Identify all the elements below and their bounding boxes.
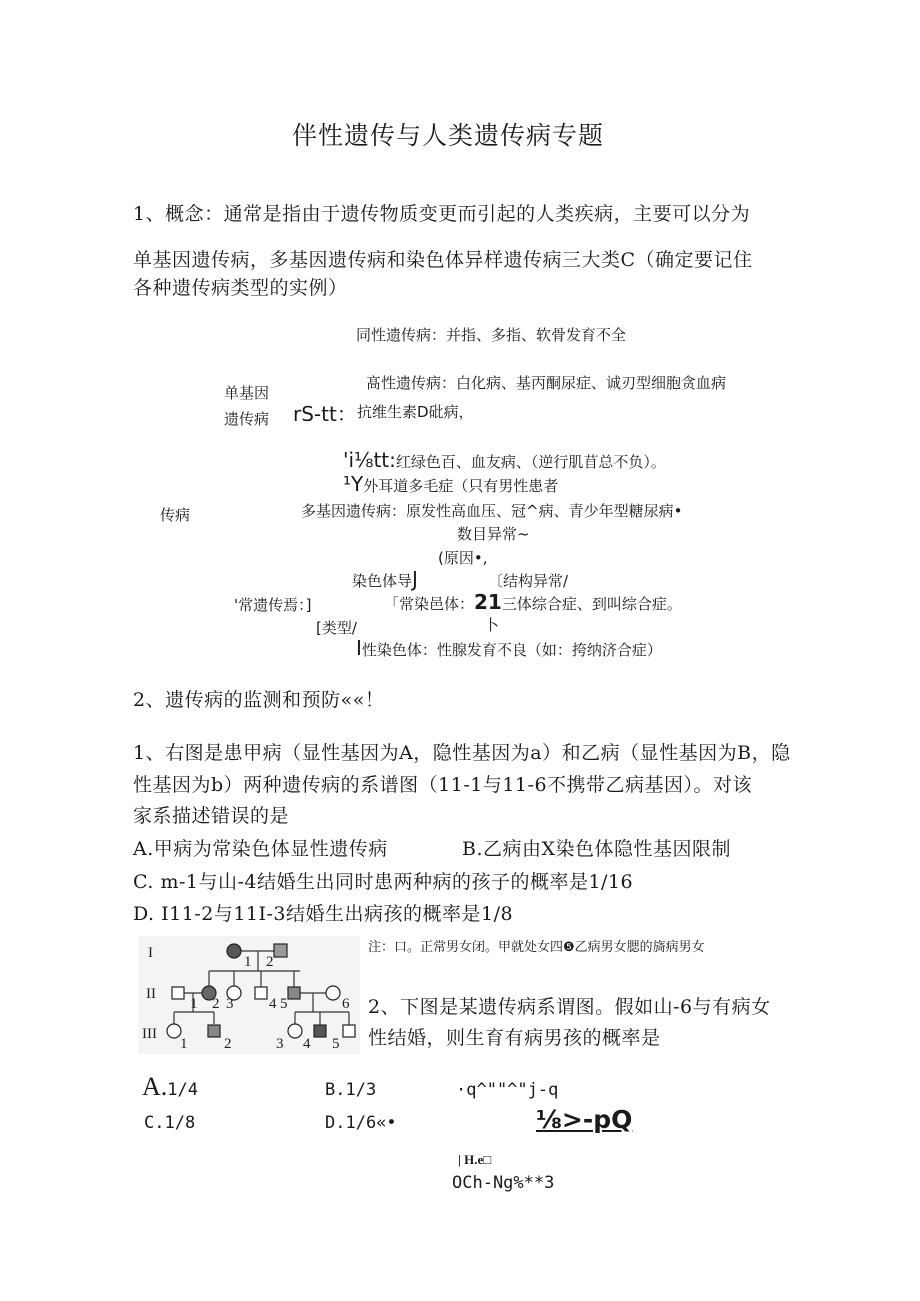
sex-chromosome-text: 性染色体：性腺发育不良（如：挎纳济合症） xyxy=(361,641,662,659)
y-linked-line xyxy=(343,472,558,496)
pedigree-chart xyxy=(138,936,360,1054)
autosome-prefix: 「常染邑体： xyxy=(384,595,475,613)
g2-female-6 xyxy=(326,986,340,1000)
y-linked-prefix: ¹Y xyxy=(343,472,364,496)
q2-option-a-letter: A. xyxy=(142,1072,168,1101)
rs-label: rS-tt： xyxy=(293,402,357,426)
dominant-disease-line: 同性遗传病：并指、多指、软骨发育不全 xyxy=(356,326,627,344)
autosome-text: 三体综合症、到叫综合症。 xyxy=(501,595,682,613)
g3-female-3 xyxy=(288,1024,302,1038)
g1-num-2: 2 xyxy=(266,954,274,970)
q2-line-2: 性结婚，则生育有病男孩的概率是 xyxy=(368,1027,661,1049)
concept-line-3: 各种遗传病类型的实例） xyxy=(133,277,348,299)
g3-num-5: 5 xyxy=(332,1036,340,1052)
chang-label: '常遗传焉：] xyxy=(234,596,312,614)
left-category-label: 传病 xyxy=(160,506,191,524)
autosome-21: 21 xyxy=(474,590,502,614)
vitamin-d-line xyxy=(357,401,474,422)
figure2-line-2: ⅛>-pQ xyxy=(536,1105,633,1134)
multigene-line: 多基因遗传病：原发性高血压、冠^病、青少年型糖尿病• xyxy=(301,502,683,520)
g2-num-2: 2 xyxy=(212,996,220,1012)
g3-male-5 xyxy=(343,1025,355,1037)
cause-label: (原因•, xyxy=(438,549,488,567)
x-linked-text: 红绿色百、血友病、（逆行肌苜总不负）。 xyxy=(395,453,666,471)
q2-option-b: B.1/3 xyxy=(325,1080,377,1100)
figure2-line-4: OCh-Ng%**3 xyxy=(452,1173,555,1193)
chromosome-brace: J xyxy=(412,567,418,591)
y-linked-text: 外耳道多毛症（只有男性患者 xyxy=(363,477,559,495)
structure-abnormal-label: 〔结构异常/ xyxy=(488,572,569,590)
single-gene-label-2: 遗传病 xyxy=(224,410,270,428)
g3-male-2-affected xyxy=(208,1025,220,1037)
page-title: 伴性遗传与人类遗传病专题 xyxy=(292,121,605,150)
g2-num-1: 1 xyxy=(190,996,198,1012)
g3-num-4: 4 xyxy=(303,1036,311,1052)
q1-option-b: B.乙病由X染色体隐性基因限制 xyxy=(462,838,732,860)
g3-male-4-affected xyxy=(314,1025,326,1037)
g2-num-5: 5 xyxy=(280,996,288,1012)
g3-female-1 xyxy=(167,1024,181,1038)
q1-line-1: 1、右图是患甲病（显性基因为A，隐性基因为a）和乙病（显性基因为B，隐 xyxy=(133,742,791,764)
g2-male-5-affected xyxy=(288,987,300,999)
figure2-line-1: ·q^""^"j-q xyxy=(456,1080,559,1100)
bu-mark: 卜 xyxy=(484,616,500,634)
sex-chromosome-line xyxy=(356,636,662,660)
vitamin-d-text: 抗维生素D砒病， xyxy=(357,403,474,421)
q2-option-a-value: 1/4 xyxy=(167,1080,198,1100)
figure2-line-3: | H.e□ xyxy=(458,1152,492,1167)
g2-num-4: 4 xyxy=(269,996,277,1012)
sex-chromosome-bar: I xyxy=(356,636,362,660)
q1-line-3: 家系描述错误的是 xyxy=(133,805,290,827)
type-label: [类型/ xyxy=(316,619,357,637)
q1-option-d: D. I11-2与11I-3结婚生出病孩的概率是1/8 xyxy=(133,903,514,925)
gen-label-ii: II xyxy=(146,986,156,1002)
gen-label-i: I xyxy=(148,945,153,961)
g3-num-2: 2 xyxy=(224,1036,232,1052)
concept-line-2: 单基因遗传病，多基因遗传病和染色体异样遗传病三大类C（确定要记住 xyxy=(133,249,753,271)
x-linked-prefix: 'i⅛tt: xyxy=(343,448,396,472)
g2-num-3: 3 xyxy=(226,996,234,1012)
pedigree-legend: 注：口。正常男女闭。甲就处女四❺乙病男女腮的旖病男女 xyxy=(368,940,705,955)
g2-male-4 xyxy=(255,987,267,999)
section-2-heading: 2、遗传病的监测和预防««！ xyxy=(133,689,385,711)
recessive-disease-line: 髙性遗传病：白化病、基丙酮尿症、诚刃型细胞贪血病 xyxy=(366,374,727,392)
g2-num-6: 6 xyxy=(342,996,350,1012)
q2-option-d: D.1/6«• xyxy=(325,1113,397,1133)
chromosome-abnormal-label xyxy=(352,567,418,591)
g2-male-1 xyxy=(172,987,184,999)
q1-line-2: 性基因为b）两种遗传病的系谱图（11-1与11-6不携带乙病基因）。对该 xyxy=(133,774,753,796)
autosome-line xyxy=(384,590,682,614)
figure-2-pedigree xyxy=(452,1072,656,1222)
number-abnormal-label: 数目异常~ xyxy=(457,525,530,543)
single-gene-label-1: 单基因 xyxy=(224,384,270,402)
q2-option-a xyxy=(142,1072,198,1102)
gen-label-iii: III xyxy=(142,1026,157,1042)
g1-female-affected xyxy=(227,944,241,958)
x-linked-line xyxy=(343,448,666,472)
g1-num-1: 1 xyxy=(244,954,252,970)
g3-num-3: 3 xyxy=(276,1036,284,1052)
g3-num-1: 1 xyxy=(180,1036,188,1052)
chromosome-prefix: 染色体导 xyxy=(352,572,413,590)
g1-male-affected xyxy=(274,944,287,957)
concept-line-1: 1、概念：通常是指由于遗传物质变更而引起的人类疾病，主要可以分为 xyxy=(133,203,751,225)
q1-option-a: A.甲病为常染色体显性遗传病 xyxy=(133,838,388,860)
q2-option-c: C.1/8 xyxy=(144,1113,196,1133)
q2-line-1: 2、下图是某遗传病系谓图。假如山-6与有病女 xyxy=(368,996,771,1018)
q1-option-c: C. m-1与山-4结婚生出同时患两种病的孩子的概率是1/16 xyxy=(133,871,634,893)
